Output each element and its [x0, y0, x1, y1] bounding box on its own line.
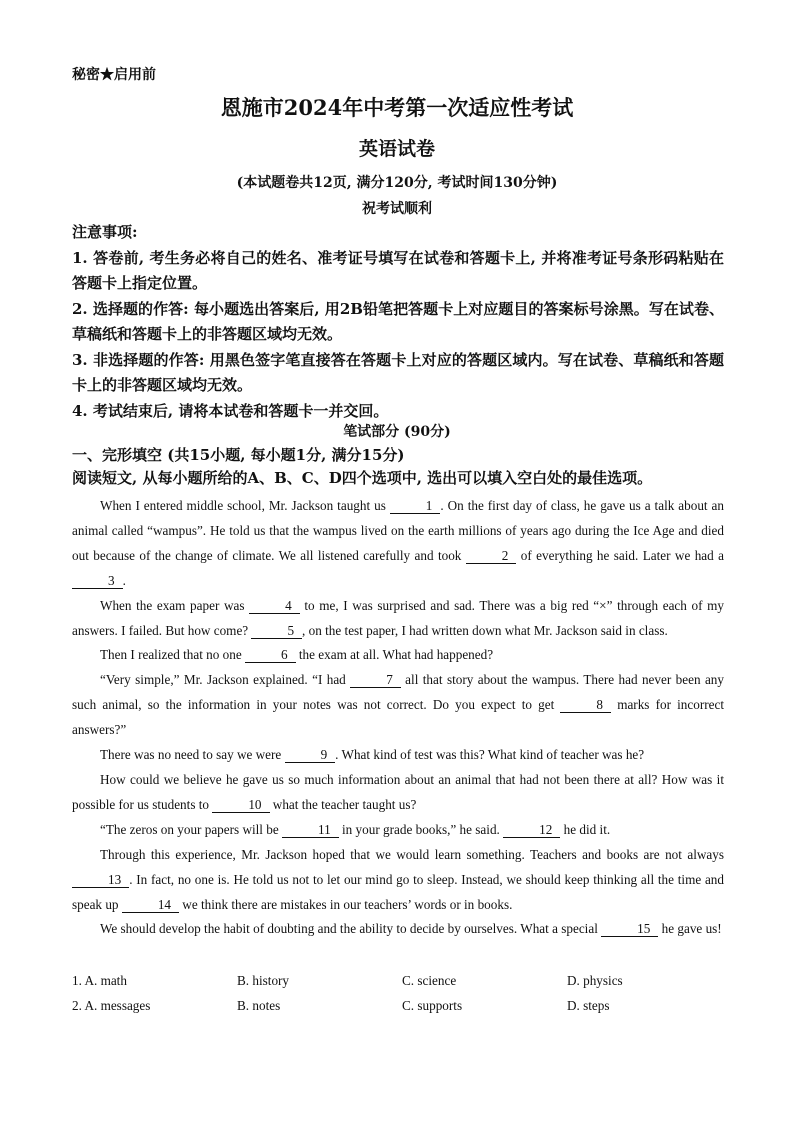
passage-text: When the exam paper was [100, 597, 250, 613]
passage-text: Through this experience, Mr. Jackson hoped that we would learn something. Teachers and books are not always [100, 846, 724, 862]
passage-paragraph [72, 843, 724, 918]
passage-text: in your grade books,” he said. [338, 821, 504, 837]
blank-15: 15 [601, 921, 658, 937]
blank-1: 1 [390, 498, 441, 514]
notes-section [72, 220, 724, 424]
blank-13: 13 [72, 872, 129, 888]
passage-text: “The zeros on your papers will be [100, 821, 282, 837]
blank-5: 5 [251, 623, 302, 639]
passage-text: There was no need to say we were [100, 747, 285, 763]
passage-text: the exam at all. What had happened? [295, 647, 494, 663]
option-b: B. history [237, 972, 290, 988]
passage-text: he gave us! [658, 921, 722, 937]
passage-text: How could we believe he gave us so much information about an animal that had not been there at all? How was it possible for us students to [72, 771, 724, 812]
passage-text: , on the test paper, I had written down what Mr. Jackson said in class. [302, 622, 668, 638]
option-d: D. physics [567, 972, 623, 988]
passage-paragraph [72, 494, 724, 594]
blank-8: 8 [560, 697, 611, 713]
blank-7: 7 [350, 672, 401, 688]
question-row [72, 968, 732, 993]
question-row [72, 993, 732, 1018]
subject-title: 英语试卷 [358, 138, 435, 160]
part1-title: 一、完形填空 (共15小题, 每小题1分, 满分15分) [72, 446, 405, 464]
option-a: 1. A. math [72, 972, 127, 988]
secret-label: 秘密★启用前 [72, 67, 156, 83]
passage-text: . [122, 572, 126, 588]
passage-paragraph [72, 768, 724, 818]
passage-text: of everything he said. Later we had a [516, 547, 724, 563]
passage-paragraph [72, 917, 724, 942]
option-c: C. supports [402, 997, 463, 1013]
passage-text: . On the first day of class, he gave us a talk about an animal called “wampus”. He told us that the wampus lived on the earth millions of years ago during the Ice Age and died out because of the change of climate. We all listened carefully and took [72, 498, 724, 563]
exam-title: 恩施市2024年中考第一次适应性考试 [220, 95, 574, 120]
passage-text: what the teacher taught us? [269, 796, 417, 812]
blank-9: 9 [285, 747, 336, 763]
option-d: D. steps [567, 997, 610, 1013]
answer-options [72, 968, 732, 1018]
passage-text: . What kind of test was this? What kind of teacher was he? [335, 747, 645, 763]
blank-4: 4 [249, 598, 300, 614]
blank-3: 3 [72, 573, 123, 589]
exam-info: (本试题卷共12页, 满分120分, 考试时间130分钟) [236, 175, 558, 191]
passage-text: When I entered middle school, Mr. Jackson taught us [100, 498, 390, 513]
passage-paragraph [72, 668, 724, 743]
blank-11: 11 [282, 822, 339, 838]
blank-12: 12 [503, 822, 560, 838]
note-item: 3. 非选择题的作答: 用黑色签字笔直接答在答题卡上对应的答题区域内。写在试卷、草稿纸和答题卡上的非答题区域均无效。 [72, 350, 724, 394]
part1-instruction: 阅读短文, 从每小题所给的A、B、C、D四个选项中, 选出可以填入空白处的最佳选项。 [72, 469, 653, 487]
passage-text: marks for incorrect answers?” [72, 697, 724, 738]
note-item: 1. 答卷前, 考生务必将自己的姓名、准考证号填写在试卷和答题卡上, 并将准考证号条形码粘贴在答题卡上指定位置。 [72, 248, 724, 292]
blank-14: 14 [122, 897, 179, 913]
cloze-passage [72, 494, 724, 942]
passage-text: . In fact, no one is. He told us not to let our mind go to sleep. Instead, we should keep thinking all the time and speak up [72, 871, 724, 912]
passage-text: we think there are mistakes in our teachers’ words or in books. [179, 896, 513, 912]
blank-10: 10 [212, 797, 269, 813]
passage-paragraph [72, 594, 724, 644]
passage-paragraph [72, 818, 724, 843]
notes-heading: 注意事项: [72, 223, 138, 241]
note-item: 2. 选择题的作答: 每小题选出答案后, 用2B铅笔把答题卡上对应题目的答案标号涂黑。写在试卷、草稿纸和答题卡上的非答题区域均无效。 [72, 299, 724, 343]
passage-text: We should develop the habit of doubting and the ability to decide by ourselves. What a special [100, 921, 602, 937]
part-heading [72, 444, 652, 490]
passage-text: to me, I was surprised and sad. There was a big red “×” through each of my answers. I failed. But how come? [72, 597, 724, 638]
note-item: 4. 考试结束后, 请将本试卷和答题卡一并交回。 [72, 401, 389, 420]
section-title: 笔试部分 (90分) [343, 424, 451, 440]
option-a: 2. A. messages [72, 997, 151, 1013]
passage-text: all that story about the wampus. There had never been any such animal, so the information in your notes was not correct. Do you expect to get [72, 672, 724, 713]
blank-2: 2 [466, 548, 517, 564]
passage-paragraph [72, 643, 724, 668]
passage-text: Then I realized that no one [100, 647, 245, 663]
passage-text: “Very simple,” Mr. Jackson explained. “I had [100, 672, 351, 688]
option-b: B. notes [237, 997, 281, 1013]
passage-paragraph [72, 743, 724, 768]
blank-6: 6 [245, 647, 296, 663]
option-c: C. science [402, 972, 457, 988]
wish-line: 祝考试顺利 [362, 201, 432, 217]
passage-text: he did it. [560, 821, 611, 837]
